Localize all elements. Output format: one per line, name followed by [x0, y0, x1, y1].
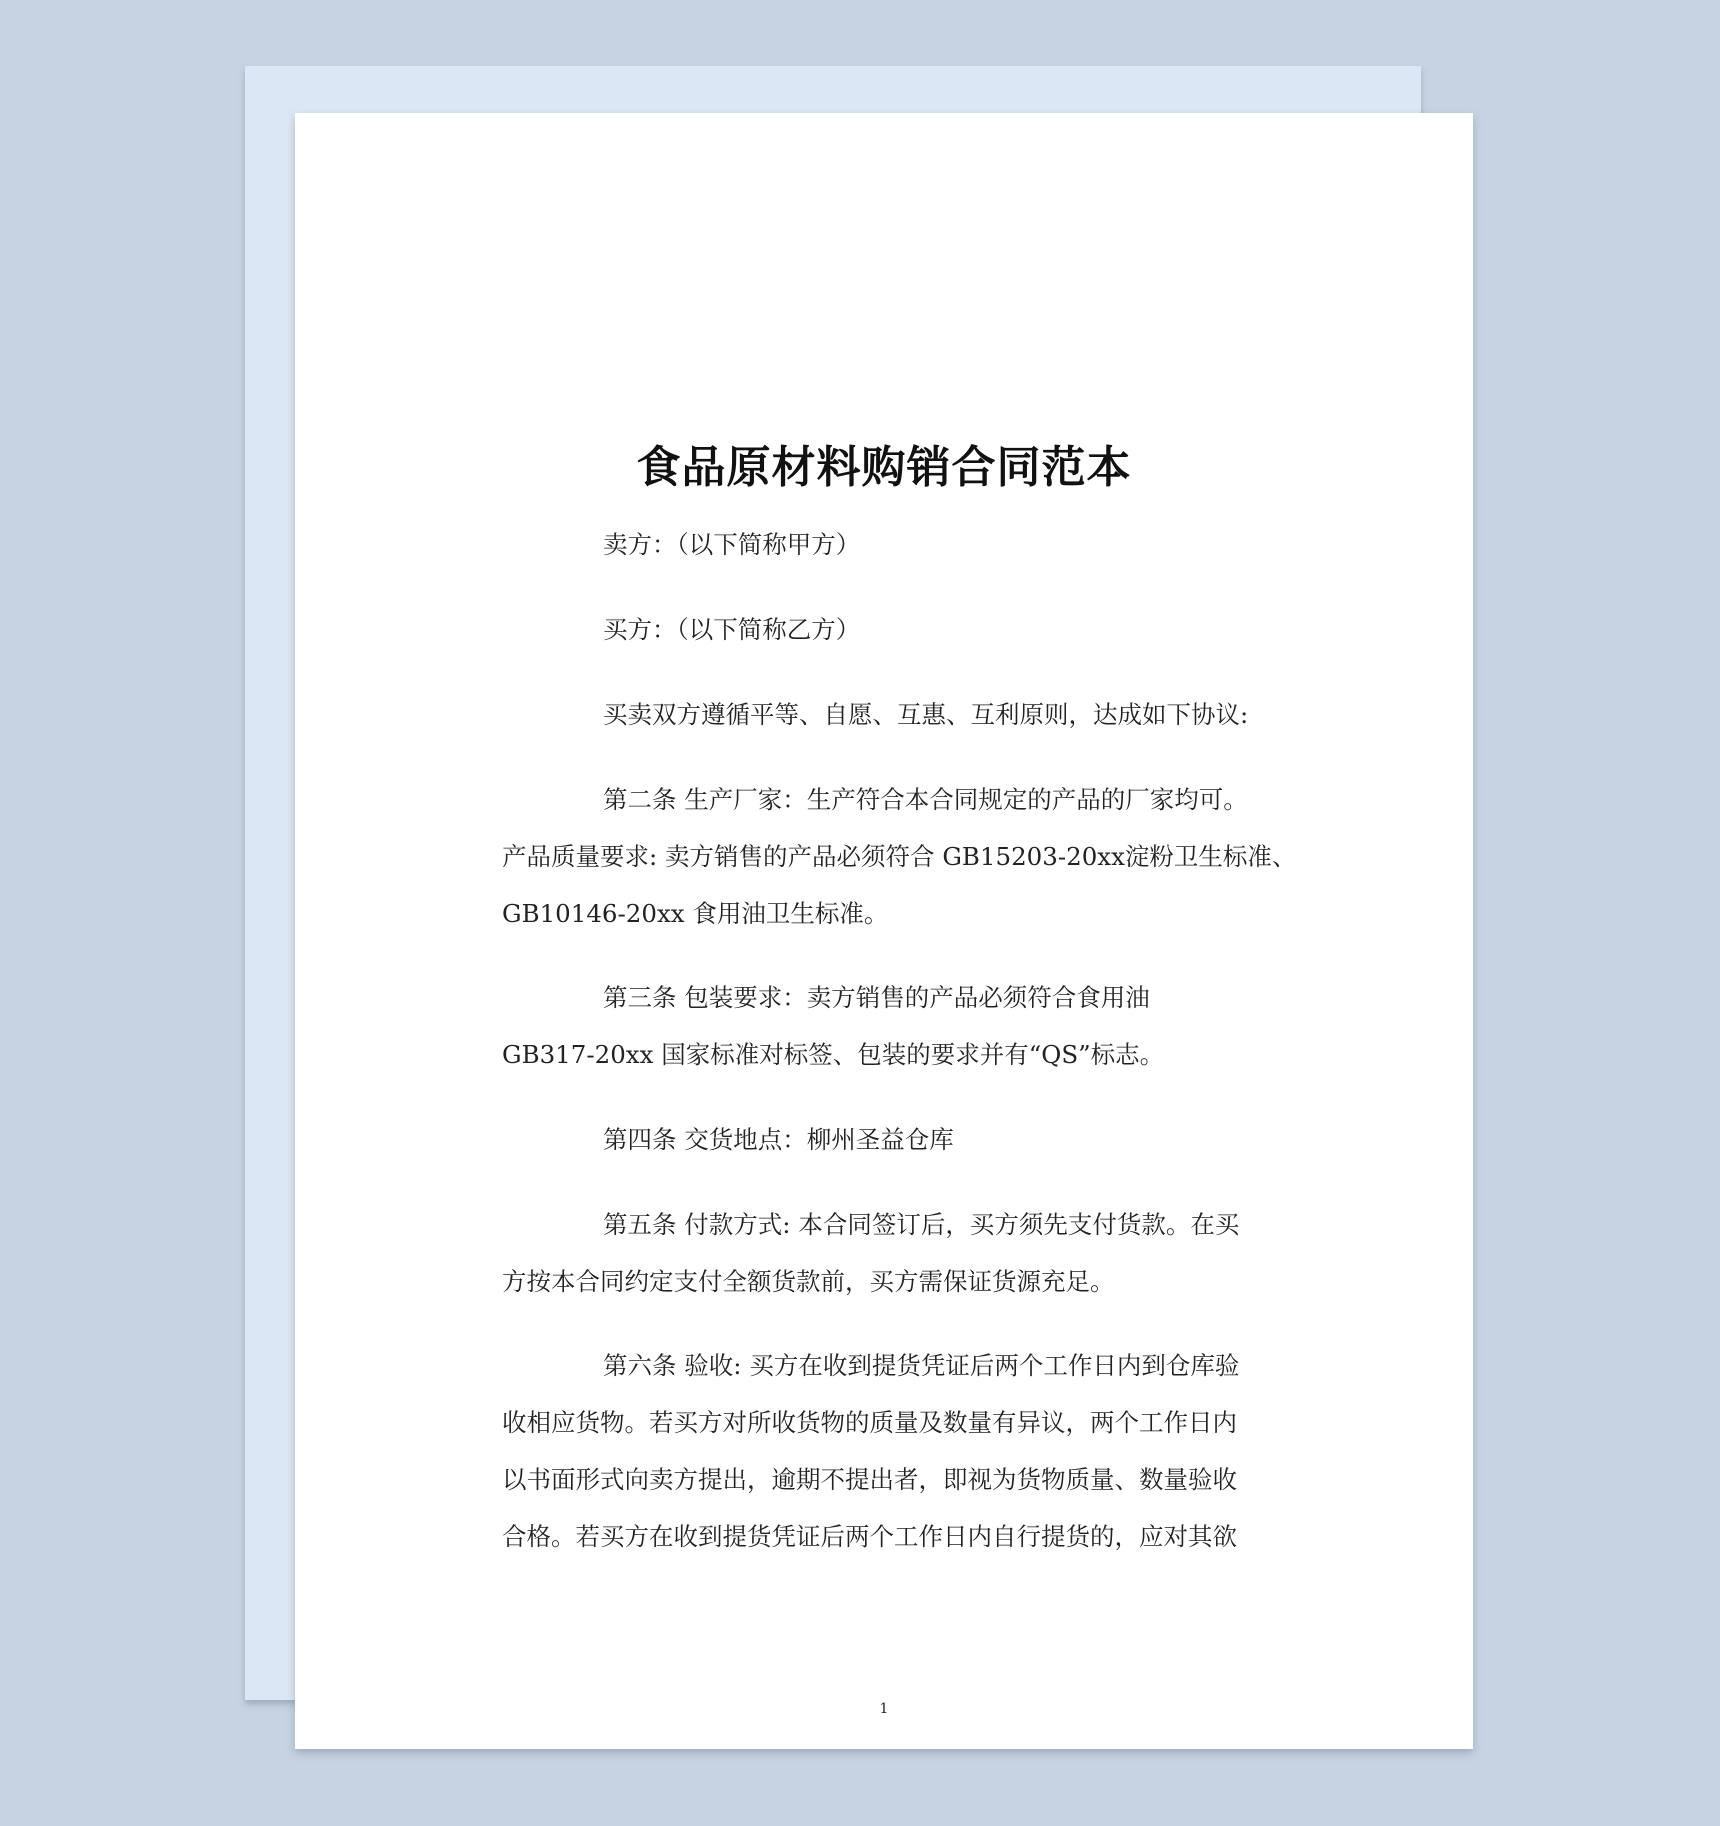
body-text-line: 合格。若买方在收到提货凭证后两个工作日内自行提货的，应对其欲 — [502, 1522, 1237, 1551]
body-text-line: 第四条 交货地点：柳州圣益仓库 — [603, 1125, 954, 1154]
document-page — [295, 113, 1473, 1749]
document-title: 食品原材料购销合同范本 — [636, 442, 1132, 493]
body-text-line: 收相应货物。若买方对所收货物的质量及数量有异议，两个工作日内 — [502, 1408, 1237, 1437]
body-text-line: GB317-20xx 国家标准对标签、包装的要求并有“QS”标志。 — [502, 1040, 1165, 1069]
body-text-line: 以书面形式向卖方提出，逾期不提出者，即视为货物质量、数量验收 — [502, 1465, 1237, 1494]
body-text-line: 第六条 验收: 买方在收到提货凭证后两个工作日内到仓库验 — [603, 1351, 1240, 1380]
body-text-line: 第三条 包装要求：卖方销售的产品必须符合食用油 — [603, 983, 1150, 1012]
body-text-line: 第二条 生产厂家：生产符合本合同规定的产品的厂家均可。 — [603, 785, 1248, 814]
body-text-line: 产品质量要求: 卖方销售的产品必须符合 GB15203-20xx淀粉卫生标准、 — [502, 842, 1297, 871]
body-text-line: GB10146-20xx 食用油卫生标准。 — [502, 899, 889, 928]
body-text-line: 方按本合同约定支付全额货款前，买方需保证货源充足。 — [502, 1267, 1115, 1296]
body-text-line: 买卖双方遵循平等、自愿、互惠、互利原则，达成如下协议: — [603, 700, 1249, 729]
body-text-line: 第五条 付款方式: 本合同签订后，买方须先支付货款。在买 — [603, 1210, 1240, 1239]
body-text-line: 买方：（以下简称乙方） — [603, 615, 861, 644]
page-number: 1 — [879, 1701, 889, 1717]
body-text-line: 卖方：（以下简称甲方） — [603, 530, 861, 559]
